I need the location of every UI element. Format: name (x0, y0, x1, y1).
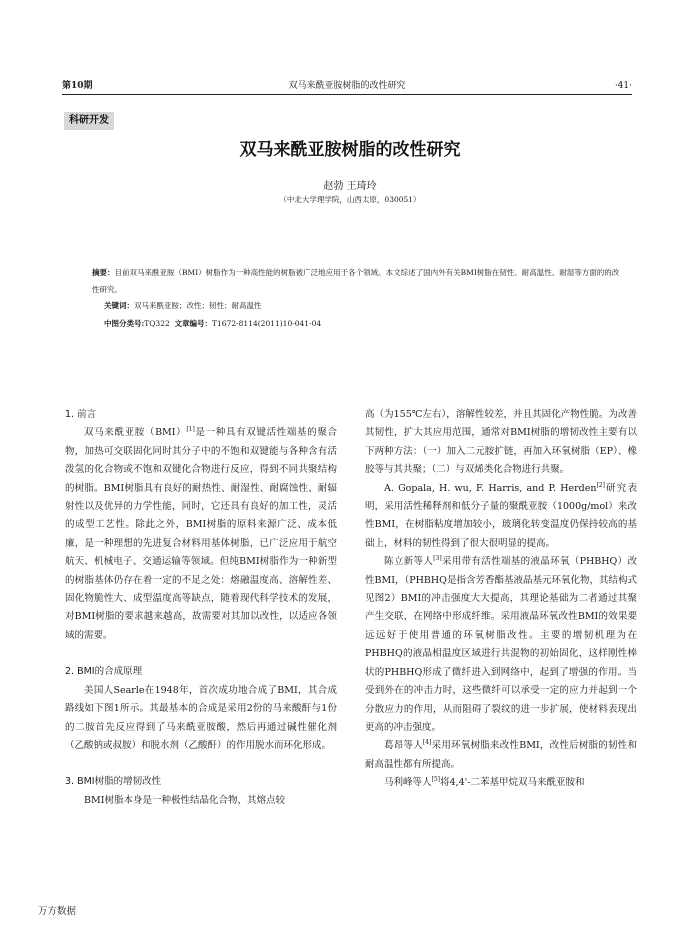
issue-number: 第10期 (62, 81, 93, 91)
citation-marker: [3] (433, 555, 442, 563)
section-heading-intro: 1. 前言 (65, 409, 97, 420)
keywords-label: 关键词： (104, 301, 134, 310)
classification-label: 中图分类号: (104, 319, 145, 328)
section-heading-toughening: 3. BMI树脂的增韧改性 (65, 776, 162, 788)
header-divider (62, 94, 632, 95)
citation-marker: [1] (186, 426, 195, 434)
right-paragraph-4: 葛昂等人[4]采用环氧树脂来改性BMI，改性后树脂的韧性和耐高温性都有所提高。 (365, 739, 637, 770)
abstract (92, 264, 620, 298)
toughening-paragraph: BMI树脂本身是一种极性结晶化合物，其熔点较 (84, 794, 285, 806)
running-header (62, 78, 632, 94)
document-id-label: 文章编号： (174, 319, 213, 328)
article-authors: 赵勃 王琦玲 (323, 181, 377, 192)
section-tag: 科研开发 (64, 112, 114, 130)
intro-paragraph: 双马来酰亚胺（BMI）[1]是一种具有双键活性端基的聚合物，加热可交联固化同时其分子中的不饱和双键能与各种含有活泼氢的化合物或不饱和双键化合物进行反应，得到不同共聚结构的树脂。BMI树脂具有良好的耐热性、耐湿性、耐腐蚀性、耐辐射性以及优异的力学性能，同时，它还具有良好的加工性，灵活的成型工艺性。除此之外，BMI树脂的原料来源广泛、成本低廉，是一种理想的先进复合材料用基体树脂，已广泛应用于航空航天、机械电子、交通运输等领域。但纯BMI树脂作为一种新型的树脂基体仍存在着一定的不足之处：熔融温度高、溶解性差、固化物脆性大、成型温度高等缺点，随着现代科学技术的发展，对BMI树脂的要求越来越高，故需要对其加以改性，以适应各领域的需要。 (65, 426, 337, 641)
right-paragraph-5: 马利峰等人[5]将4,4'-二苯基甲烷双马来酰亚胺和 (384, 775, 585, 789)
document-id: T1672-8114(2011)10-041-04 (212, 319, 322, 328)
left-column (65, 406, 337, 810)
abstract-label: 摘要： (92, 268, 115, 277)
citation-marker: [2] (596, 481, 605, 489)
section-heading-synthesis: 2. BMI的合成原理 (65, 666, 143, 678)
page-number: ·41· (614, 81, 632, 91)
classification-code: TQ322 (144, 319, 170, 328)
right-paragraph-1: 高（为155℃左右），溶解性较差，并且其固化产物性脆。为改善其韧性，扩大其应用范围，通常对BMI树脂的增韧改性主要有以下两种方法：（一）加入二元胺扩链，再加入环氧树脂（EP）、橡胶等与其共聚；（二）与双烯类化合物进行共聚。 (365, 409, 637, 476)
classification (104, 318, 321, 329)
running-title: 双马来酰亚胺树脂的改性研究 (288, 81, 406, 91)
article-title: 双马来酰亚胺树脂的改性研究 (239, 140, 461, 160)
right-paragraph-2: A. Gopala, H. wu, F. Harris, and P. Herden[2]研究表明，采用活性稀释剂和低分子量的聚酰亚胺（1000g/mol）来改性BMI，在树脂粘度增加较小，玻璃化转变温度仍保持较高的基础上，材料的韧性得到了很大很明显的提高。 (365, 481, 637, 549)
synthesis-paragraph: 美国人Searle在1948年，首次成功地合成了BMI，其合成路线如下图1所示。其最基本的合成是采用2份的马来酸酐与1份的二胺首先反应得到了马来酰亚胺酸，然后再通过碱性催化剂（乙酸钠或叔胺）和脱水剂（乙酸酐）的作用脱水而环化形成。 (65, 684, 337, 751)
footer-watermark: 万方数据 (38, 906, 77, 917)
author-affiliation: （中北大学理学院，山西太原，030051） (279, 195, 421, 204)
right-column (365, 406, 637, 793)
right-paragraph-3: 陈立新等人[3]采用带有活性端基的液晶环氧（PHBHQ）改性BMI，（PHBHQ是指含芳香酯基液晶基元环氧化物，其结构式见图2）BMI的冲击强度大大提高，其理论基础为二者通过其聚产生交联，在网络中形成纤维。采用液晶环氧改性BMI的效果要远远好于使用普通的环氧树脂改性。主要的增韧机理为在PHBHQ的液晶相温度区域进行共混物的初始固化，这样刚性棒状的PHBHQ形成了微纤进入到网络中，起到了增强的作用。当受到外在的冲击力时，这些微纤可以承受一定的应力并起到一个分散应力的作用，从而阻碍了裂纹的进一步扩展，使材料表现出更高的冲击强度。 (365, 555, 637, 733)
citation-marker: [5] (431, 775, 441, 783)
abstract-text: 目前双马来酰亚胺（BMI）树脂作为一种高性能的树脂被广泛地应用于各个领域。本文综述了国内外有关BMI树脂在韧性、耐高温性、耐湿等方面的的改性研究。 (92, 268, 620, 294)
keywords (104, 300, 262, 311)
keywords-text: 双马来酰亚胺；改性；韧性；耐高温性 (134, 301, 262, 310)
citation-marker: [4] (422, 739, 432, 747)
